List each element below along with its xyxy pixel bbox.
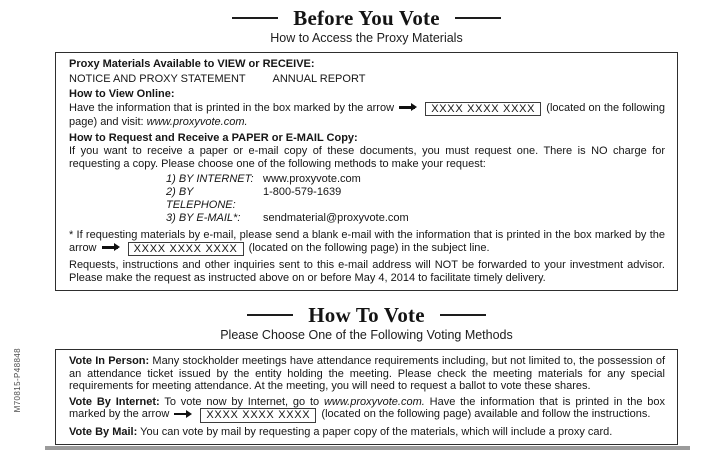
method-telephone-label: 2) BY TELEPHONE: bbox=[166, 186, 236, 211]
requests-forward-note: Requests, instructions and other inquiries sent to this e-mail address will NOT be forwarded to your investment advisor. Please make the request as instructed above on or before May 4, 2014 to facilitate timely delivery. bbox=[69, 259, 665, 284]
view-online-paragraph bbox=[69, 102, 665, 129]
access-materials-box bbox=[55, 52, 678, 291]
arrow-right-icon bbox=[102, 246, 118, 248]
control-number-box: XXXX XXXX XXXX bbox=[425, 102, 541, 117]
material-annual-report: ANNUAL REPORT bbox=[272, 72, 366, 85]
how-to-vote-subtitle: Please Choose One of the Following Voting Methods bbox=[220, 328, 513, 342]
vote-by-internet-text-post: (located on the following page) available and follow the instructions. bbox=[321, 408, 651, 420]
method-internet-value: www.proxyvote.com bbox=[263, 173, 361, 185]
title-dash-right bbox=[440, 314, 486, 316]
request-copy-heading: How to Request and Receive a PAPER or E-MAIL Copy: bbox=[69, 131, 358, 144]
form-code-vertical: M70815-P48848 bbox=[13, 347, 22, 412]
method-internet-row bbox=[166, 173, 665, 186]
content-column bbox=[55, 6, 678, 450]
view-online-text-pre: Have the information that is printed in the box marked by the arrow bbox=[69, 101, 395, 114]
vote-by-internet-label: Vote By Internet: bbox=[69, 395, 160, 408]
vote-in-person-label: Vote In Person: bbox=[69, 355, 150, 367]
method-telephone-row bbox=[166, 186, 665, 212]
email-note-text-post: (located on the following page) in the subject line. bbox=[248, 241, 490, 254]
materials-available-heading: Proxy Materials Available to VIEW or RECEIVE: bbox=[69, 58, 315, 70]
method-telephone-value: 1-800-579-1639 bbox=[263, 186, 342, 198]
before-you-vote-title: Before You Vote bbox=[293, 6, 440, 30]
voting-methods-box bbox=[55, 349, 678, 445]
control-number-box: XXXX XXXX XXXX bbox=[200, 408, 316, 423]
view-online-text-mid: (located on the following page) and visit: bbox=[69, 101, 666, 128]
box-shadow-bar bbox=[45, 446, 690, 450]
vote-in-person-text: Many stockholder meetings have attendance requirements including, but not limited to, the possession of an attendance ticket issued by the entity holding the meeting. Please check the meeting materials for any special requirements for meeting attendance. At the meeting, you will need to request a ballot to vote these shares. bbox=[69, 355, 665, 392]
proxyvote-url: www.proxyvote.com. bbox=[146, 116, 248, 128]
how-to-vote-header bbox=[55, 303, 678, 327]
title-dash-right bbox=[455, 17, 501, 19]
arrow-right-icon bbox=[174, 413, 190, 415]
method-email-label: 3) BY E-MAIL*: bbox=[166, 212, 241, 224]
arrow-right-icon bbox=[399, 106, 415, 108]
method-internet-label: 1) BY INTERNET: bbox=[166, 173, 254, 185]
vote-by-internet-text-mid: Have the information that is printed in the box marked by the arrow bbox=[69, 395, 665, 420]
email-note-paragraph bbox=[69, 229, 665, 256]
email-note-text-pre: * If requesting materials by e-mail, please send a blank e-mail with the information that is printed in the box marked by the arrow bbox=[69, 229, 665, 254]
vote-by-mail-text: You can vote by mail by requesting a paper copy of the materials, which will include a proxy card. bbox=[140, 425, 613, 438]
method-email-value: sendmaterial@proxyvote.com bbox=[263, 212, 409, 224]
request-methods-list bbox=[166, 173, 665, 225]
materials-list bbox=[69, 73, 665, 86]
before-you-vote-header bbox=[55, 6, 678, 30]
title-dash-left bbox=[232, 17, 278, 19]
view-online-heading: How to View Online: bbox=[69, 88, 175, 100]
vote-by-internet-text-pre: To vote now by Internet, go to bbox=[164, 395, 320, 408]
vote-by-mail-paragraph bbox=[69, 426, 665, 439]
proxyvote-url: www.proxyvote.com. bbox=[323, 395, 425, 408]
title-dash-left bbox=[247, 314, 293, 316]
method-email-row bbox=[166, 212, 665, 225]
vote-in-person-paragraph bbox=[69, 355, 665, 393]
before-you-vote-subtitle: How to Access the Proxy Materials bbox=[270, 31, 463, 45]
material-notice-proxy-statement: NOTICE AND PROXY STATEMENT bbox=[69, 72, 246, 85]
request-copy-paragraph: If you want to receive a paper or e-mail copy of these documents, you must request one. There is NO charge for requesting a copy. Please choose one of the following methods to make your request: bbox=[69, 145, 665, 170]
vote-by-internet-paragraph bbox=[69, 396, 665, 423]
vote-by-mail-label: Vote By Mail: bbox=[69, 425, 138, 438]
control-number-box: XXXX XXXX XXXX bbox=[128, 242, 244, 257]
how-to-vote-title: How To Vote bbox=[308, 303, 425, 327]
